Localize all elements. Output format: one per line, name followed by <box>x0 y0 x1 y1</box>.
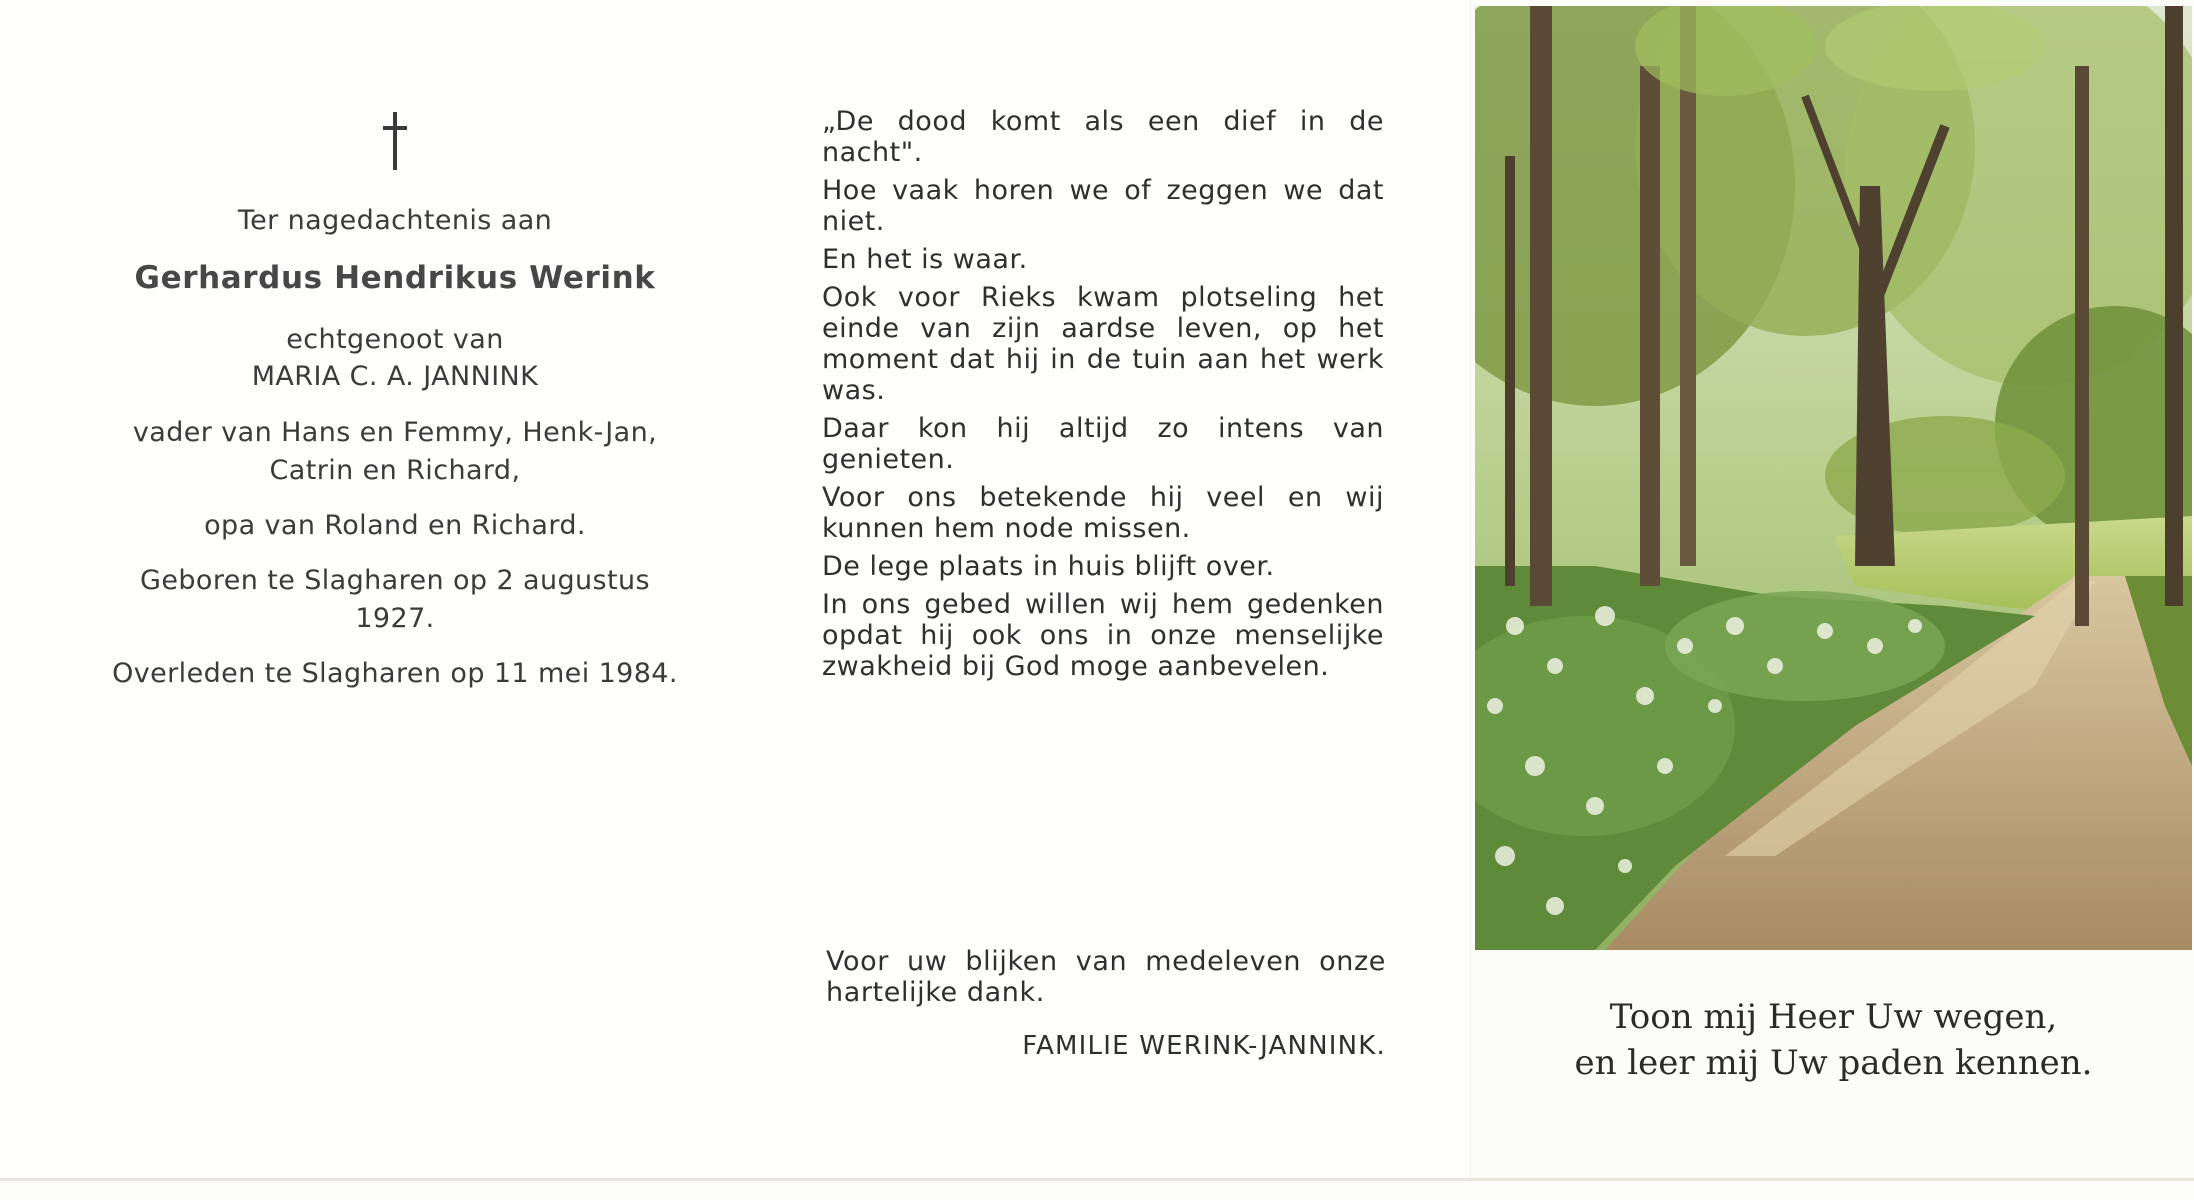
text-paragraph: Hoe vaak horen we of zeggen we dat niet. <box>822 175 1384 237</box>
deceased-name: Gerhardus Hendrikus Werink <box>134 260 656 296</box>
text-paragraph: De lege plaats in huis blijft over. <box>822 551 1275 582</box>
children-line-2: Catrin en Richard, <box>269 455 521 486</box>
spouse-name: MARIA C. A. JANNINK <box>251 361 539 392</box>
born-line-1: Geboren te Slagharen op 2 augustus <box>140 565 650 596</box>
verse-line-2: en leer mij Uw paden kennen. <box>1574 1043 2093 1083</box>
cross-icon <box>0 112 790 174</box>
born-line-2: 1927. <box>355 603 435 634</box>
thanks-text: Voor uw blijken van medeleven onze hartelijke dank. <box>826 946 1386 1008</box>
died-line: Overleden te Slagharen op 11 mei 1984. <box>112 658 678 689</box>
text-paragraph: Daar kon hij altijd zo intens van genieten. <box>822 413 1384 475</box>
text-paragraph: „De dood komt als een dief in de nacht". <box>822 106 1384 168</box>
card-bottom-edge <box>0 1178 2194 1181</box>
text-paragraph: Ook voor Rieks kwam plotseling het einde van zijn aardse leven, op het moment dat hij in de tuin aan het werk was. <box>822 282 1384 406</box>
path-photo <box>1475 6 2192 950</box>
text-paragraph: En het is waar. <box>822 244 1028 275</box>
spouse-label: echtgenoot van <box>286 324 504 355</box>
text-paragraph: In ons gebed willen wij hem gedenken opdat hij ook ons in onze menselijke zwakheid bij God moge aanbevelen. <box>822 589 1384 682</box>
text-paragraph: Voor ons betekende hij veel en wij kunnen hem node missen. <box>822 482 1384 544</box>
grandchildren: opa van Roland en Richard. <box>204 510 586 541</box>
bible-verse <box>1475 994 2192 1086</box>
verse-line-1: Toon mij Heer Uw wegen, <box>1609 997 2058 1037</box>
card-fold <box>1470 0 1471 1180</box>
children-line-1: vader van Hans en Femmy, Henk-Jan, <box>132 417 658 448</box>
family-signature: FAMILIE WERINK-JANNINK. <box>1022 1031 1386 1061</box>
memorial-text <box>822 106 1384 689</box>
dedication-intro: Ter nagedachtenis aan <box>237 205 553 236</box>
